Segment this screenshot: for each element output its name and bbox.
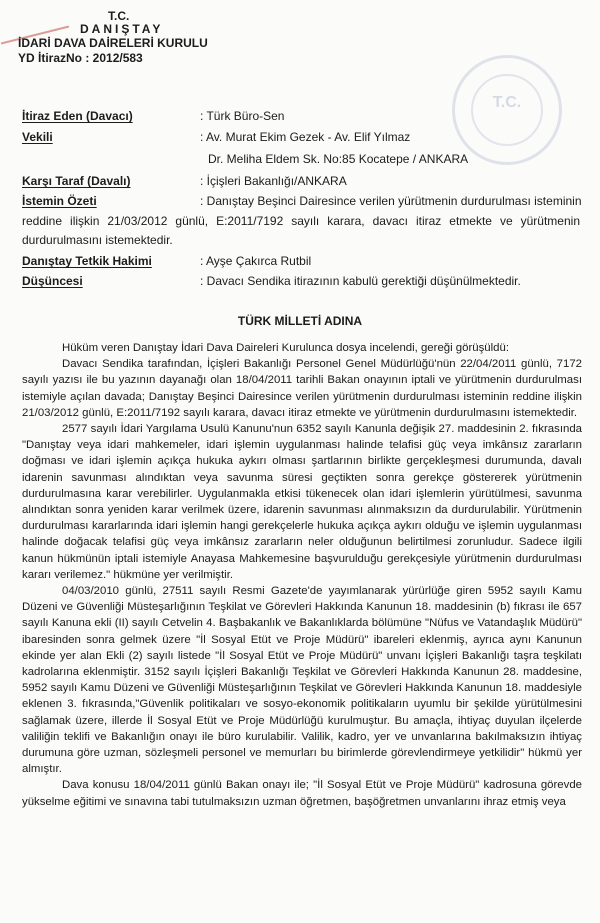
istemin-ozeti-line3: durdurulmasını istemektedir. (22, 233, 173, 247)
dusuncesi-value: : Davacı Sendika itirazının kabulü gerektiği düşünülmektedir. (200, 274, 521, 288)
stamp-text: T.C. (492, 94, 522, 111)
paragraph-1: Hüküm veren Danıştay İdari Dava Daireleri Kurulunca dosya incelendi, gereği görüşüldü: (62, 342, 509, 354)
header-tc: T.C. (108, 9, 130, 23)
vekili-value-1: : Av. Murat Ekim Gezek - Av. Elif Yılmaz (200, 130, 411, 144)
itiraz-eden-label: İtiraz Eden (Davacı) (22, 109, 133, 123)
paragraph-4: 04/03/2010 günlü, 27511 sayılı Resmi Gazete'de yayımlanarak yürürlüğe giren 5952 sayılı Kamu Düzeni ve Güvenliği Müsteşarlığının Teşkilat ve Görevleri Hakkında Kanunun 18. maddesinin (b) fıkrası ile 657 sayılı Kanuna ekli (II) sayılı Cetvelin 4. Başbakanlık ve Bakanlıklarda bölümüne "Nüfus ve Vatandaşlık Müdürü" ibaresinden sonra gelmek üzere "İl Sosyal Etüt ve Proje Müdürü" ibareleri eklenmiş, ayrıca aynı Kanunun ekinde yer alan Ekli (2) sayılı listede "İl Sosyal Etüt ve Proje Müdürü" unvanı İçişleri Bakanlığı taşra teşkilatı kadrolarına eklenmiştir. 3152 sayılı İçişleri Bakanlığı Teşkilat ve Görevleri Hakkında Kanunun 28. maddesine, 5952 sayılı Kamu Düzeni ve Güvenliği Müsteşarlığının Teşkilat ve Görevleri Hakkında Kanunun 18. maddesiyle eklenen 3. fıkrasında,"Güvenlik politikaları ve sosyo-ekonomik politikaların uyumlu bir şekilde yürütülmesini sağlamak üzere, illerde İl Sosyal Etüt ve Proje Müdürlüğü kurulmuştur. Bu amaçla, ihtiyaç duyulan ilçelerde valiliğin teklifi ve Bakanlığın onayı ile büro kurulabilir. Valilik, kadro, yer ve unvanlarına bakılmaksızın ihtiyaç durumuna göre uzman, sözleşmeli personel ve memurları bu birimlerde görevlendirmeye yetkilidir" hükmü yer almıştır. (22, 585, 582, 776)
istemin-ozeti-line1: : Danıştay Beşinci Dairesince verilen yürütmenin durdurulması isteminin (200, 194, 582, 208)
decision-title: TÜRK MİLLETİ ADINA (237, 314, 363, 328)
paragraph-2: Davacı Sendika tarafından, İçişleri Bakanlığı Personel Genel Müdürlüğü'nün 22/04/2011 günlü, 7172 sayılı yazısı ile bu yazının dayanağı olan 18/04/2011 tarihli Bakan onayının iptali ve yürütmenin durdurulması istemiyle açılan davada; Danıştay Beşinci Dairesince verilen yürütmenin durdurulması isteminin reddine ilişkin 21/03/2012 günlü, E:2011/7192 sayılı karara, davacı itiraz etmekte ve yürütmenin durdurulmasını istemektedir. (22, 358, 582, 419)
header-kurul: İDARİ DAVA DAİRELERİ KURULU (18, 36, 208, 50)
itiraz-eden-value: : Türk Büro-Sen (200, 109, 285, 123)
paragraph-3: 2577 sayılı İdari Yargılama Usulü Kanunu'nun 6352 sayılı Kanunla değişik 27. maddesinin 2. fıkrasında "Danıştay veya idari mahkemeler, idari işlemin uygulanması halinde telafisi güç veya imkânsız zararların doğması ve idari işlemin açıkça hukuka aykırı olması şartlarının birlikte gerçekleşmesi durumunda, davalı idarenin savunması alındıktan veya savunma süresi geçtikten sonra gerekçe göstererek yürütmenin durdurulmasına karar verebilirler. Uygulanmakla etkisi tükenecek olan idari işlemlerin yürütülmesi, savunma alındıktan sonra yeniden karar verilmek üzere, idarenin savunması alınmaksızın da durdurulabilir. Yürütmenin durdurulması kararlarında idari işlemin hangi gerekçelerle hukuka açıkça aykırı olduğu ve işlemin uygulanması halinde doğacak telafisi güç veya imkânsız zararların neler olduğunun belirtilmesi zorunludur. Sadece ilgili kanun hükmünün iptali istemiyle Anayasa Mahkemesine başvurulduğu gerekçesiyle yürütmenin durdurulması kararı verilemez." hükmüne yer verilmiştir. (22, 423, 582, 581)
header-case-number: YD İtirazNo : 2012/583 (18, 51, 143, 65)
istemin-ozeti-label: İstemin Özeti (22, 194, 97, 208)
tetkik-hakimi-value: : Ayşe Çakırca Rutbil (200, 254, 312, 268)
decision-body (22, 340, 582, 810)
vekili-value-2: Dr. Meliha Eldem Sk. No:85 Kocatepe / ANKARA (208, 152, 469, 166)
istemin-ozeti-line2: reddine ilişkin 21/03/2012 günlü, E:2011/7192 sayılı karara, davacı itiraz etmekte ve yürütmenin (22, 214, 580, 228)
tetkik-hakimi-label: Danıştay Tetkik Hakimi (22, 254, 152, 268)
karsi-taraf-value: : İçişleri Bakanlığı/ANKARA (200, 174, 347, 188)
official-stamp (452, 55, 562, 165)
vekili-label: Vekili (22, 130, 53, 144)
header-danistay: DANIŞTAY (80, 22, 164, 36)
karsi-taraf-label: Karşı Taraf (Davalı) (22, 174, 131, 188)
dusuncesi-label: Düşüncesi (22, 274, 83, 288)
paragraph-5: Dava konusu 18/04/2011 günlü Bakan onayı ile; "İl Sosyal Etüt ve Proje Müdürü" kadrosuna görevde yükselme eğitimi ve sınavına tabi tutulmaksızın uzman öğretmen, başöğretmen unvanlarını ihraz etmiş veya (22, 779, 582, 808)
